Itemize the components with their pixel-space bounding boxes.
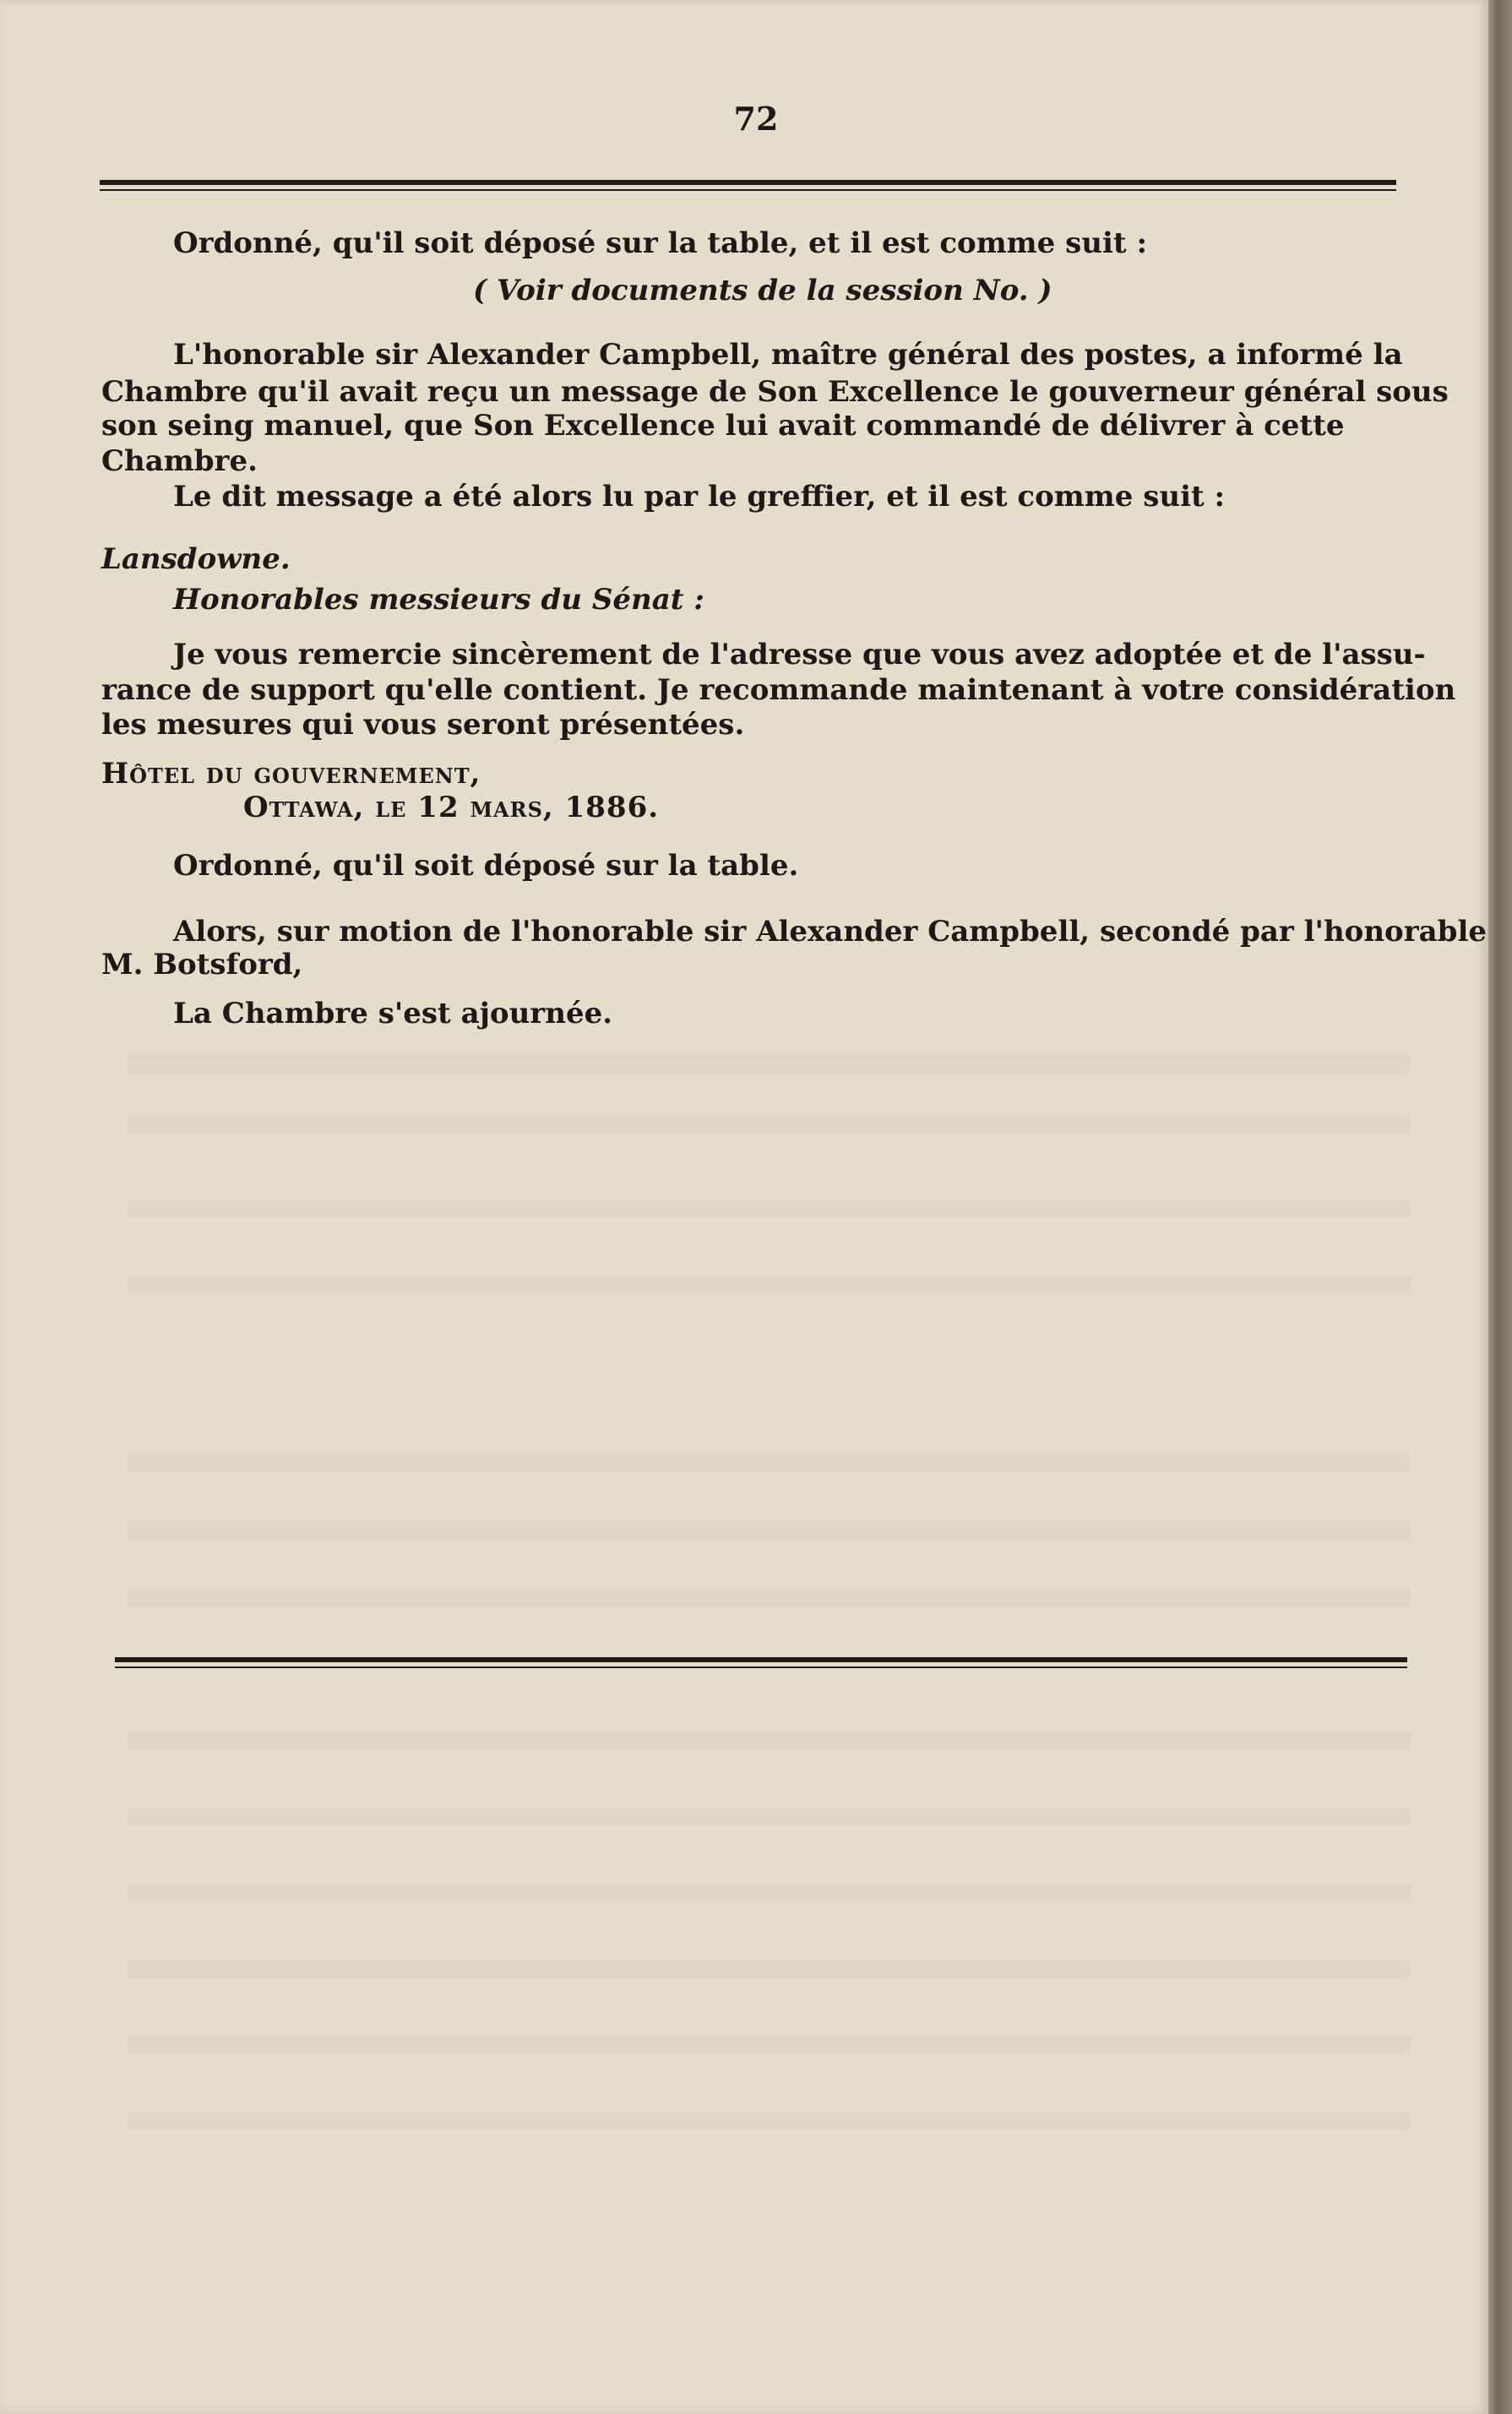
bleed-through-shadow	[127, 1884, 1411, 1902]
bleed-through-shadow	[127, 1960, 1411, 1978]
bleed-through-shadow	[127, 1453, 1411, 1471]
text-line: L'honorable sir Alexander Campbell, maître général des postes, a informé la	[173, 338, 1403, 372]
text-line: La Chambre s'est ajournée.	[173, 997, 613, 1030]
text-line: Chambre qu'il avait reçu un message de Son Excellence le gouverneur général sous	[101, 375, 1449, 409]
bleed-through-shadow	[127, 1588, 1411, 1607]
bleed-through-shadow	[127, 1275, 1411, 1294]
text-line: ( Voir documents de la session No. )	[473, 274, 1052, 307]
page-number: 72	[733, 100, 779, 138]
top-double-rule	[100, 180, 1396, 191]
text-line: les mesures qui vous seront présentées.	[101, 708, 745, 742]
text-line: Ottawa, le 12 mars, 1886.	[243, 791, 660, 824]
bleed-through-shadow	[127, 1520, 1411, 1539]
text-line: rance de support qu'elle contient. Je recommande maintenant à votre considération	[101, 673, 1456, 707]
bleed-through-shadow	[127, 1732, 1411, 1750]
text-line: Honorables messieurs du Sénat :	[173, 583, 704, 617]
text-line: Chambre.	[101, 444, 258, 478]
bleed-through-shadow	[127, 1808, 1411, 1826]
bleed-through-shadow	[127, 1199, 1411, 1218]
bleed-through-shadow	[127, 1056, 1411, 1074]
text-line: Je vous remercie sincèrement de l'adresse que vous avez adoptée et de l'assu-	[173, 638, 1426, 671]
text-line: Hôtel du gouvernement,	[101, 757, 481, 791]
bleed-through-shadow	[127, 1115, 1411, 1134]
text-line: Lansdowne.	[101, 542, 291, 576]
bottom-double-rule	[115, 1657, 1407, 1668]
bleed-through-shadow	[127, 2112, 1411, 2130]
text-line: Alors, sur motion de l'honorable sir Alexander Campbell, secondé par l'honorable	[173, 915, 1488, 949]
page-edge	[1488, 0, 1512, 2414]
text-line: son seing manuel, que Son Excellence lui avait commandé de délivrer à cette	[101, 409, 1345, 443]
text-line: Ordonné, qu'il soit déposé sur la table.	[173, 849, 799, 883]
text-line: Le dit message a été alors lu par le greffier, et il est comme suit :	[173, 480, 1226, 514]
text-line: Ordonné, qu'il soit déposé sur la table, et il est comme suit :	[173, 226, 1147, 260]
text-line: M. Botsford,	[101, 948, 303, 981]
bleed-through-shadow	[127, 2036, 1411, 2054]
